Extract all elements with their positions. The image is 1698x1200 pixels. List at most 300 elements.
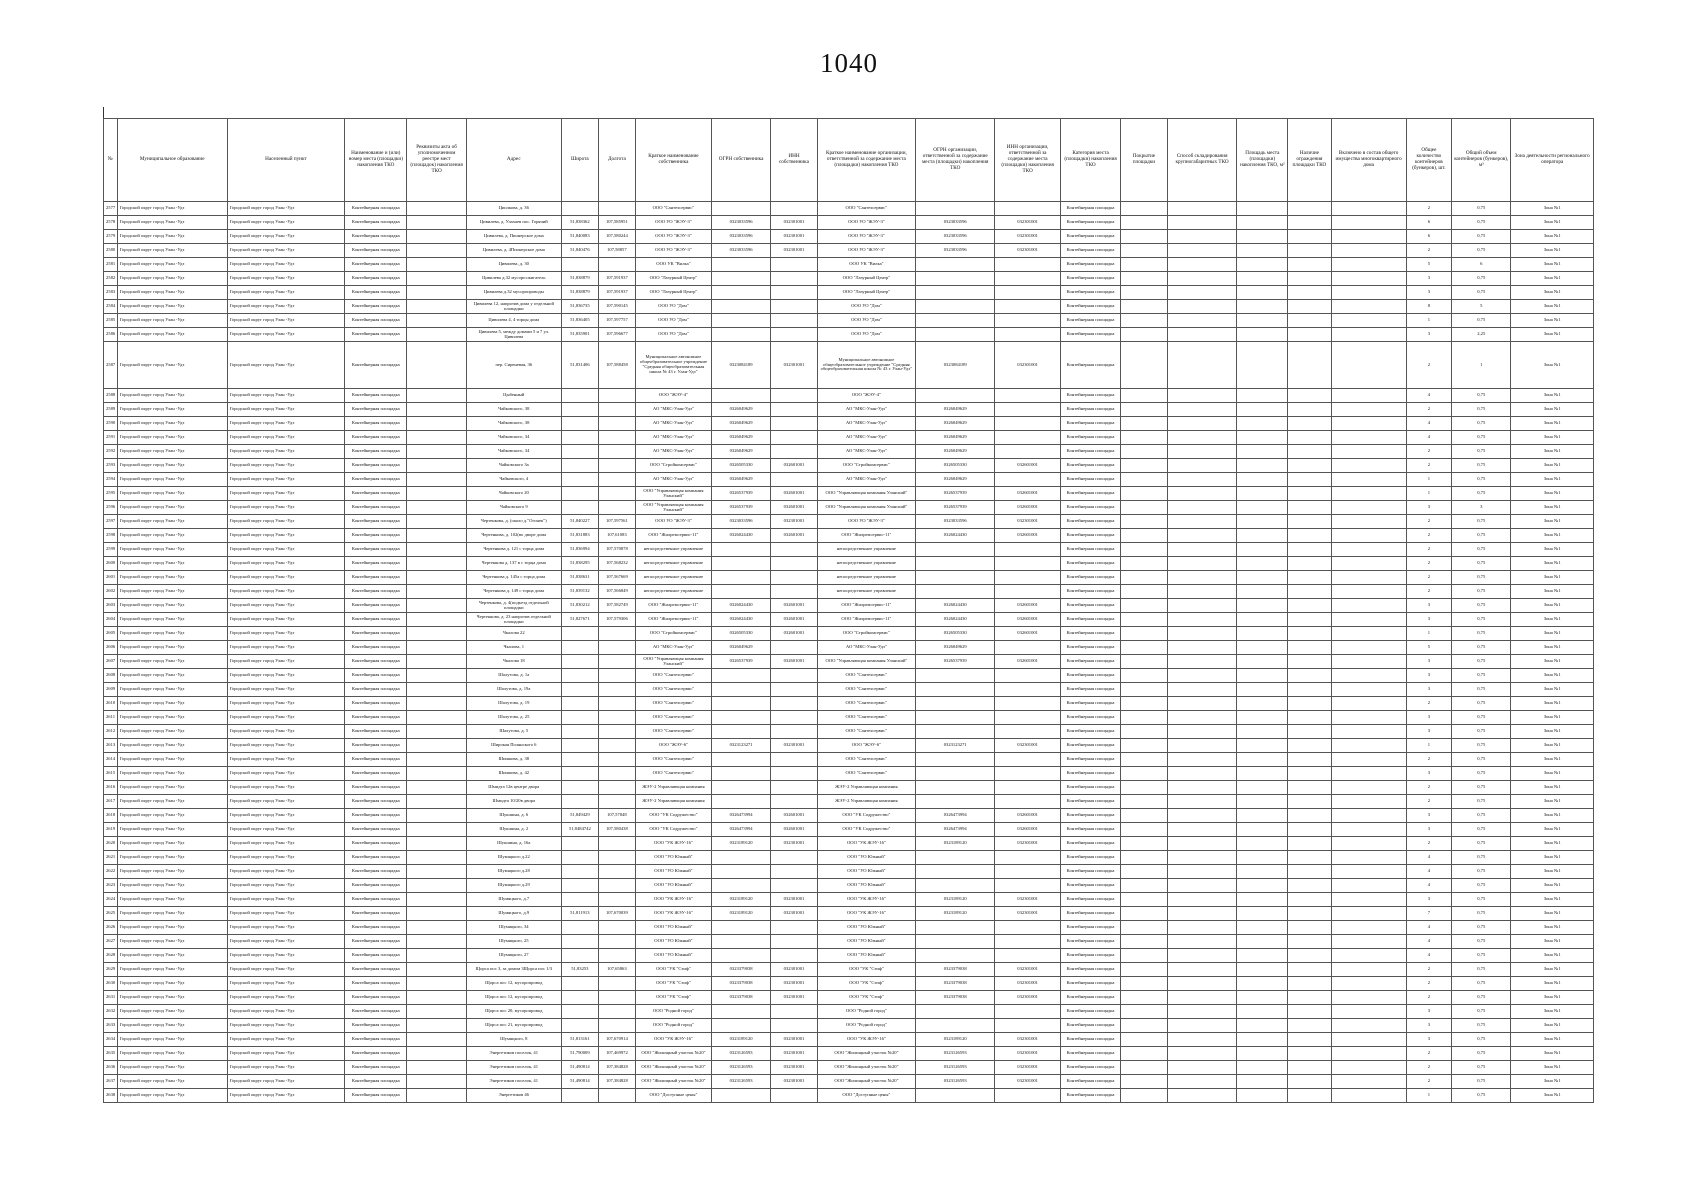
cell-empty <box>1331 216 1406 230</box>
cell-cat: Контейнерная площадка <box>1060 991 1120 1005</box>
cell-zone: Зона №1 <box>1511 417 1594 431</box>
cell-adr: Шумяцкого, 27 <box>466 949 561 963</box>
cell-ogrn <box>711 697 770 711</box>
cell-inn: 032301001 <box>771 739 818 753</box>
cell-ogrn: 0323379038 <box>711 991 770 1005</box>
cell-vol: 0,75 <box>1452 697 1511 711</box>
cell-inn2 <box>995 543 1061 557</box>
cell-ogrn2 <box>916 669 995 683</box>
cell-num: 2631 <box>104 991 118 1005</box>
cell-adr: Шишкова, д. 42 <box>466 767 561 781</box>
cell-empty <box>1237 244 1288 258</box>
cell-mo: Городской округ город Улан -Удэ <box>117 1047 227 1061</box>
cell-empty <box>1331 921 1406 935</box>
cell-empty <box>1237 501 1288 515</box>
cell-owner: ООО УО "Дом" <box>635 300 711 314</box>
cell-gen: ООО "Стройкомсервис" <box>817 459 915 473</box>
cell-zone: Зона №1 <box>1511 543 1594 557</box>
cell-np: Городской округ город Улан -Удэ <box>227 501 344 515</box>
cell-ogrn2 <box>916 286 995 300</box>
cell-empty <box>407 515 466 529</box>
cell-empty <box>1167 431 1237 445</box>
cell-place: Контейнерная площадка <box>345 739 407 753</box>
cell-np: Городской округ город Улан -Удэ <box>227 809 344 823</box>
table-row <box>104 272 1594 286</box>
cell-empty <box>1237 515 1288 529</box>
cell-empty <box>407 753 466 767</box>
cell-lon <box>598 202 635 216</box>
cell-empty <box>1167 314 1237 328</box>
cell-empty <box>407 683 466 697</box>
cell-inn <box>771 445 818 459</box>
cell-empty <box>1237 711 1288 725</box>
cell-lon <box>598 403 635 417</box>
cell-empty <box>1237 417 1288 431</box>
cell-empty <box>1331 272 1406 286</box>
cell-lat: 51,838362 <box>561 216 598 230</box>
cell-ogrn: 0326049629 <box>711 473 770 487</box>
cell-cat: Контейнерная площадка <box>1060 1075 1120 1089</box>
cell-cat: Контейнерная площадка <box>1060 683 1120 697</box>
cell-gen: ООО "Сантехсервис" <box>817 725 915 739</box>
cell-adr: Чертенкова д. 149 с торца дома <box>466 585 561 599</box>
cell-np: Городской округ город Улан -Удэ <box>227 342 344 389</box>
cell-empty <box>407 473 466 487</box>
cell-empty <box>1237 767 1288 781</box>
cell-place: Контейнерная площадка <box>345 991 407 1005</box>
cell-empty <box>1237 669 1288 683</box>
cell-empty <box>1167 403 1237 417</box>
cell-gen: ООО "Стройкомсервис" <box>817 627 915 641</box>
cell-vol: 0,75 <box>1452 613 1511 627</box>
cell-inn: 032301001 <box>771 216 818 230</box>
cell-lat <box>561 767 598 781</box>
cell-mo: Городской округ город Улан -Удэ <box>117 1019 227 1033</box>
column-header: Общий объем контейнеров (бункеров), м³ <box>1452 119 1511 202</box>
column-header: ОГРН организации, ответственной за содержание места (площадки) накопления ТКО <box>916 119 995 202</box>
cell-lon <box>598 893 635 907</box>
cell-cat: Контейнерная площадка <box>1060 1019 1120 1033</box>
cell-empty <box>407 963 466 977</box>
cell-inn2 <box>995 328 1061 342</box>
table-row <box>104 767 1594 781</box>
cell-ogrn <box>711 711 770 725</box>
cell-vol: 0,75 <box>1452 767 1511 781</box>
cell-owner: АО "МКС-Улан-Удэ" <box>635 641 711 655</box>
cell-gen: ООО "УК "Стиф" <box>817 991 915 1005</box>
cell-vol: 0,75 <box>1452 823 1511 837</box>
cell-ogrn: 0326024430 <box>711 529 770 543</box>
cell-mo: Городской округ город Улан -Удэ <box>117 342 227 389</box>
cell-zone: Зона №1 <box>1511 683 1594 697</box>
cell-empty <box>1237 314 1288 328</box>
cell-cat: Контейнерная площадка <box>1060 641 1120 655</box>
cell-ogrn2 <box>916 272 995 286</box>
cell-cnt: 3 <box>1406 683 1451 697</box>
cell-lat <box>561 837 598 851</box>
cell-empty <box>1121 230 1168 244</box>
column-header: Площадь места (площадки) накопления ТКО, м² <box>1237 119 1288 202</box>
cell-empty <box>1288 529 1331 543</box>
cell-vol: 0,75 <box>1452 230 1511 244</box>
cell-cat: Контейнерная площадка <box>1060 1005 1120 1019</box>
cell-empty <box>1121 403 1168 417</box>
cell-empty <box>1237 893 1288 907</box>
cell-lat: 51,838879 <box>561 286 598 300</box>
cell-ogrn2 <box>916 879 995 893</box>
cell-num: 2584 <box>104 300 118 314</box>
cell-adr: Чайковского, 38 <box>466 403 561 417</box>
cell-np: Городской округ город Улан -Удэ <box>227 515 344 529</box>
cell-zone: Зона №1 <box>1511 515 1594 529</box>
cell-place: Контейнерная площадка <box>345 571 407 585</box>
cell-gen: АО "МКС-Улан-Удэ" <box>817 641 915 655</box>
cell-empty <box>407 893 466 907</box>
cell-ogrn <box>711 935 770 949</box>
cell-empty <box>407 921 466 935</box>
cell-cnt: 4 <box>1406 417 1451 431</box>
cell-empty <box>407 543 466 557</box>
cell-adr: Чайковского, 34 <box>466 445 561 459</box>
cell-inn2 <box>995 473 1061 487</box>
table-row <box>104 216 1594 230</box>
cell-cat: Контейнерная площадка <box>1060 935 1120 949</box>
cell-mo: Городской округ город Улан -Удэ <box>117 767 227 781</box>
table-row <box>104 781 1594 795</box>
table-row <box>104 342 1594 389</box>
cell-empty <box>1331 342 1406 389</box>
cell-owner: ООО "ЖЭУ-6" <box>635 739 711 753</box>
cell-cat: Контейнерная площадка <box>1060 1033 1120 1047</box>
table-row <box>104 1089 1594 1103</box>
cell-ogrn2: 0323123271 <box>916 739 995 753</box>
cell-place: Контейнерная площадка <box>345 1075 407 1089</box>
cell-ogrn2: 0323379038 <box>916 977 995 991</box>
cell-vol: 0,75 <box>1452 1019 1511 1033</box>
cell-empty <box>1331 473 1406 487</box>
cell-np: Городской округ город Улан -Удэ <box>227 739 344 753</box>
cell-mo: Городской округ город Улан -Удэ <box>117 711 227 725</box>
cell-inn <box>771 286 818 300</box>
cell-ogrn: 0323033596 <box>711 216 770 230</box>
cell-owner: непосредственное управление <box>635 571 711 585</box>
cell-empty <box>407 655 466 669</box>
cell-empty <box>1237 851 1288 865</box>
cell-ogrn2: 0323379038 <box>916 963 995 977</box>
cell-cnt: 2 <box>1406 795 1451 809</box>
cell-num: 2587 <box>104 342 118 389</box>
cell-adr: Чкалова 22 <box>466 627 561 641</box>
cell-mo: Городской округ город Улан -Удэ <box>117 328 227 342</box>
cell-place: Контейнерная площадка <box>345 202 407 216</box>
cell-empty <box>407 459 466 473</box>
cell-inn: 032601001 <box>771 501 818 515</box>
cell-vol: 0,75 <box>1452 515 1511 529</box>
cell-ogrn: 0326049629 <box>711 431 770 445</box>
cell-np: Городской округ город Улан -Удэ <box>227 459 344 473</box>
cell-cnt: 3 <box>1406 328 1451 342</box>
cell-lon: 107,61083 <box>598 529 635 543</box>
cell-gen: ООО "УК "Стиф" <box>817 963 915 977</box>
cell-vol: 0,75 <box>1452 809 1511 823</box>
cell-vol: 0,75 <box>1452 543 1511 557</box>
cell-empty <box>1167 949 1237 963</box>
cell-gen: ООО "Управляющая компания Уланский" <box>817 655 915 669</box>
cell-empty <box>1288 795 1331 809</box>
cell-lat <box>561 781 598 795</box>
cell-empty <box>1288 865 1331 879</box>
cell-empty <box>1288 781 1331 795</box>
cell-cat: Контейнерная площадка <box>1060 431 1120 445</box>
table-row <box>104 725 1594 739</box>
cell-inn2: 032301001 <box>995 1047 1061 1061</box>
cell-inn2 <box>995 851 1061 865</box>
cell-adr: Шукшина, д. 2 <box>466 823 561 837</box>
cell-owner: ООО "Жилищный участок №20" <box>635 1075 711 1089</box>
cell-gen: непосредственное управление <box>817 585 915 599</box>
cell-mo: Городской округ город Улан -Удэ <box>117 473 227 487</box>
cell-empty <box>1331 977 1406 991</box>
cell-adr: Энергетиков поселок, 41 <box>466 1075 561 1089</box>
cell-owner: ООО "УО Южный" <box>635 865 711 879</box>
cell-empty <box>1121 893 1168 907</box>
cell-empty <box>1121 949 1168 963</box>
column-header: Реквизиты акта об уполномоченном реестре мест (площадок) накопления ТКО <box>407 119 466 202</box>
cell-zone: Зона №1 <box>1511 711 1594 725</box>
cell-cat: Контейнерная площадка <box>1060 230 1120 244</box>
cell-cnt: 2 <box>1406 697 1451 711</box>
cell-lon: 107,384828 <box>598 1061 635 1075</box>
cell-empty <box>1167 781 1237 795</box>
cell-np: Городской округ город Улан -Удэ <box>227 753 344 767</box>
cell-inn2 <box>995 1019 1061 1033</box>
cell-inn2 <box>995 753 1061 767</box>
cell-vol: 0,75 <box>1452 893 1511 907</box>
cell-vol: 0,75 <box>1452 417 1511 431</box>
cell-mo: Городской округ город Улан -Удэ <box>117 977 227 991</box>
cell-lon <box>598 501 635 515</box>
cell-owner: ООО "Жилремсервис-11" <box>635 529 711 543</box>
cell-inn: 032301001 <box>771 1075 818 1089</box>
cell-zone: Зона №1 <box>1511 342 1594 389</box>
cell-lat: 51,8484742 <box>561 823 598 837</box>
cell-cnt: 3 <box>1406 655 1451 669</box>
cell-owner: ООО "УК Содружество" <box>635 809 711 823</box>
column-header: Покрытие площадки <box>1121 119 1168 202</box>
cell-cat: Контейнерная площадка <box>1060 403 1120 417</box>
cell-adr: Шумяцкого, д.9 <box>466 907 561 921</box>
cell-mo: Городской округ город Улан -Удэ <box>117 739 227 753</box>
cell-lon <box>598 921 635 935</box>
cell-cnt: 1 <box>1406 473 1451 487</box>
cell-lat: 51,811913 <box>561 907 598 921</box>
table-body <box>104 202 1594 1103</box>
cell-empty <box>1331 487 1406 501</box>
cell-cnt: 1 <box>1406 314 1451 328</box>
table-row <box>104 949 1594 963</box>
cell-place: Контейнерная площадка <box>345 697 407 711</box>
cell-empty <box>1331 641 1406 655</box>
table-row <box>104 487 1594 501</box>
cell-zone: Зона №1 <box>1511 935 1594 949</box>
cell-place: Контейнерная площадка <box>345 809 407 823</box>
cell-lon <box>598 753 635 767</box>
cell-lon <box>598 431 635 445</box>
cell-adr: Щорса пос 21, мусоропровод <box>466 1019 561 1033</box>
cell-owner: ЖЭУ-2 Управляющая компания <box>635 795 711 809</box>
cell-cat: Контейнерная площадка <box>1060 725 1120 739</box>
cell-empty <box>1288 935 1331 949</box>
cell-empty <box>1288 230 1331 244</box>
cell-inn2 <box>995 300 1061 314</box>
cell-empty <box>407 879 466 893</box>
table-row <box>104 258 1594 272</box>
table-row <box>104 543 1594 557</box>
cell-num: 2589 <box>104 403 118 417</box>
cell-empty <box>1167 795 1237 809</box>
cell-empty <box>1121 711 1168 725</box>
cell-num: 2614 <box>104 753 118 767</box>
cell-vol: 0,75 <box>1452 473 1511 487</box>
cell-adr: Шумяцкого д.22 <box>466 851 561 865</box>
cell-cnt: 2 <box>1406 571 1451 585</box>
cell-vol: 0,75 <box>1452 977 1511 991</box>
cell-num: 2635 <box>104 1047 118 1061</box>
cell-mo: Городской округ город Улан -Удэ <box>117 272 227 286</box>
cell-mo: Городской округ город Улан -Удэ <box>117 557 227 571</box>
cell-inn: 032301001 <box>771 837 818 851</box>
cell-empty <box>1237 543 1288 557</box>
cell-np: Городской округ город Улан -Удэ <box>227 585 344 599</box>
cell-ogrn2 <box>916 314 995 328</box>
cell-zone: Зона №1 <box>1511 725 1594 739</box>
cell-owner: ООО "Жилищный участок №20" <box>635 1061 711 1075</box>
cell-place: Контейнерная площадка <box>345 230 407 244</box>
cell-vol: 0,75 <box>1452 202 1511 216</box>
cell-num: 2609 <box>104 683 118 697</box>
cell-gen: ООО "Сантехсервис" <box>817 669 915 683</box>
cell-vol: 0,75 <box>1452 1061 1511 1075</box>
cell-mo: Городской округ город Улан -Удэ <box>117 1061 227 1075</box>
cell-empty <box>1331 417 1406 431</box>
cell-np: Городской округ город Улан -Удэ <box>227 1005 344 1019</box>
cell-lon: 107,567669 <box>598 571 635 585</box>
table-row <box>104 1075 1594 1089</box>
cell-owner: ООО "УК ЖЭУ-16" <box>635 907 711 921</box>
cell-cat: Контейнерная площадка <box>1060 515 1120 529</box>
cell-cat: Контейнерная площадка <box>1060 459 1120 473</box>
cell-empty <box>1331 809 1406 823</box>
cell-empty <box>407 991 466 1005</box>
cell-empty <box>1167 230 1237 244</box>
table-row <box>104 697 1594 711</box>
cell-owner: ООО "ЖЭУ-4" <box>635 389 711 403</box>
cell-cnt: 4 <box>1406 921 1451 935</box>
column-header: Зона деятельности регионального оператора <box>1511 119 1594 202</box>
cell-zone: Зона №1 <box>1511 216 1594 230</box>
cell-lon: 107,597757 <box>598 314 635 328</box>
cell-lat <box>561 865 598 879</box>
cell-inn <box>771 669 818 683</box>
cell-owner: ООО "Жилремсервис-11" <box>635 599 711 613</box>
cell-mo: Городской округ город Улан -Удэ <box>117 1005 227 1019</box>
cell-np: Городской округ город Улан -Удэ <box>227 851 344 865</box>
cell-mo: Городской округ город Улан -Удэ <box>117 837 227 851</box>
cell-np: Городской округ город Улан -Удэ <box>227 529 344 543</box>
cell-cnt: 2 <box>1406 991 1451 1005</box>
cell-empty <box>1237 403 1288 417</box>
cell-adr: Чертенкова д. 145а с торца дома <box>466 571 561 585</box>
cell-ogrn2 <box>916 921 995 935</box>
cell-empty <box>1288 515 1331 529</box>
cell-owner: ООО "УК ЖЭУ-16" <box>635 837 711 851</box>
cell-adr: Чертенкова д. 121 с торца дома <box>466 543 561 557</box>
cell-cnt: 4 <box>1406 865 1451 879</box>
cell-ogrn <box>711 725 770 739</box>
cell-num: 2581 <box>104 258 118 272</box>
cell-inn <box>771 389 818 403</box>
cell-empty <box>1121 795 1168 809</box>
cell-empty <box>407 669 466 683</box>
cell-empty <box>1237 739 1288 753</box>
cell-inn <box>771 1005 818 1019</box>
cell-mo: Городской округ город Улан -Удэ <box>117 501 227 515</box>
cell-gen: ООО УО "Дом" <box>817 328 915 342</box>
cell-empty <box>1331 557 1406 571</box>
cell-lon: 107,469972 <box>598 1047 635 1061</box>
cell-adr: Шумяцкого, 34 <box>466 921 561 935</box>
cell-gen: ООО "Жилремсервис-11" <box>817 599 915 613</box>
cell-lon <box>598 1019 635 1033</box>
cell-adr: Шалутова, д. 19а <box>466 683 561 697</box>
cell-lat <box>561 795 598 809</box>
cell-inn: 032301001 <box>771 991 818 1005</box>
cell-empty <box>1167 501 1237 515</box>
cell-zone: Зона №1 <box>1511 627 1594 641</box>
cell-lat <box>561 487 598 501</box>
cell-zone: Зона №1 <box>1511 230 1594 244</box>
cell-inn2 <box>995 781 1061 795</box>
cell-lon <box>598 1005 635 1019</box>
cell-adr: Энергетиков 46 <box>466 1089 561 1103</box>
column-header: № <box>104 119 118 202</box>
cell-empty <box>1121 809 1168 823</box>
cell-gen: АО "МКС-Улан-Удэ" <box>817 473 915 487</box>
cell-empty <box>407 216 466 230</box>
cell-zone: Зона №1 <box>1511 1061 1594 1075</box>
cell-gen: ООО "Доступные цены" <box>817 1089 915 1103</box>
cell-cnt: 2 <box>1406 963 1451 977</box>
cell-lat <box>561 893 598 907</box>
cell-place: Контейнерная площадка <box>345 1019 407 1033</box>
cell-cnt: 3 <box>1406 767 1451 781</box>
cell-owner: АО "МКС-Улан-Удэ" <box>635 473 711 487</box>
cell-empty <box>1237 725 1288 739</box>
table-row <box>104 851 1594 865</box>
cell-empty <box>407 1061 466 1075</box>
cell-empty <box>1331 1047 1406 1061</box>
cell-empty <box>1167 809 1237 823</box>
cell-empty <box>407 781 466 795</box>
cell-lat: 51,840227 <box>561 515 598 529</box>
cell-ogrn: 0323033596 <box>711 230 770 244</box>
cell-empty <box>1121 515 1168 529</box>
cell-vol: 0,75 <box>1452 216 1511 230</box>
cell-ogrn: 0326024430 <box>711 613 770 627</box>
cell-ogrn: 0323033596 <box>711 515 770 529</box>
cell-place: Контейнерная площадка <box>345 529 407 543</box>
cell-empty <box>1121 328 1168 342</box>
